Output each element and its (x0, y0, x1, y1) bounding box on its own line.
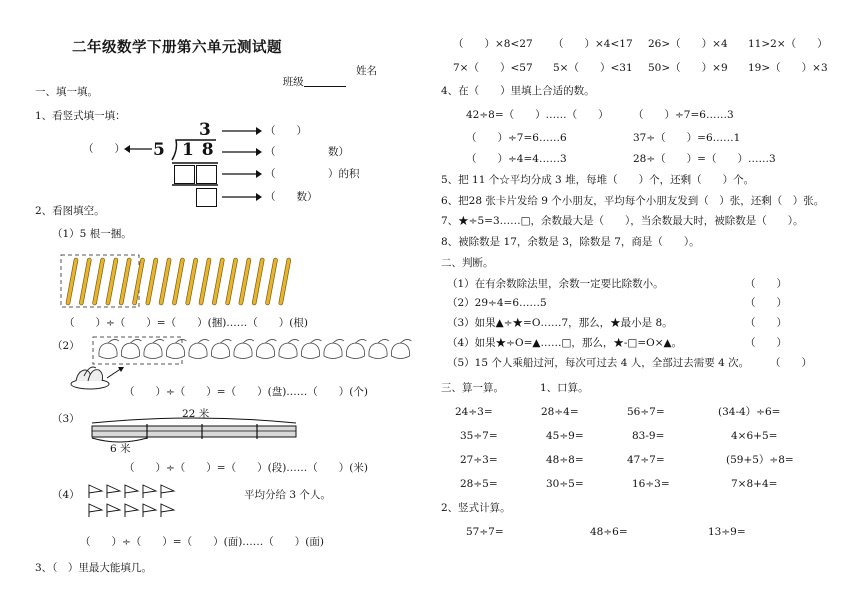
oral-r4-c2[interactable]: 30÷5= (546, 478, 584, 490)
quotient-blank[interactable]: （ ） (265, 125, 307, 137)
q4-r1-a[interactable]: 42÷8=（ ）……（ ） (466, 109, 609, 121)
judge-1-answer[interactable]: （ ） (745, 278, 787, 290)
oral-r3-c2[interactable]: 48÷8= (546, 454, 584, 466)
q4-r2-a[interactable]: （ ）÷7=6……6 (466, 132, 567, 144)
oral-r4-c4[interactable]: 7×8+4= (731, 478, 778, 490)
product-blank[interactable]: （ ）的积 (265, 168, 360, 180)
vertical-calc-heading: 2、竖式计算。 (441, 502, 511, 514)
q2-part4-label: （4） (52, 489, 80, 501)
judge-4-answer[interactable]: （ ） (745, 337, 787, 349)
judge-1: （1）在有余数除法里，余数一定要比除数小。 (447, 278, 664, 290)
oral-calc-heading: 1、口算。 (540, 382, 589, 394)
flag-icon (107, 485, 120, 498)
quotient-digit: 3 (199, 120, 211, 140)
q3-heading: 3、（ ）里最大能填几。 (35, 562, 152, 574)
flag-icon (143, 485, 156, 498)
q2-part2-label: （2） (52, 340, 80, 352)
ineq-r1-c4[interactable]: 11>2×（ ） (748, 38, 828, 50)
q8-text[interactable]: 8、被除数是 17，余数是 3，除数是 7，商是（ ）。 (441, 236, 700, 248)
q4-r1-b[interactable]: （ ）÷7=6……3 (633, 109, 734, 121)
ineq-r2-c4[interactable]: 19>（ ）×3 (748, 62, 828, 74)
ineq-r1-c3[interactable]: 26>（ ）×4 (648, 38, 728, 50)
flag-icon (107, 504, 120, 517)
q4-r2-b[interactable]: 37÷（ ）=6……1 (633, 132, 741, 144)
q2-part4-equation[interactable]: （ ）÷（ ）=（ ）(面)……（ ）(面) (80, 536, 324, 548)
q5-text[interactable]: 5、把 11 个☆平均分成 3 堆，每堆（ ）个，还剩（ ）个。 (441, 174, 755, 186)
judge-4: （4）如果★÷O=▲……□，那么，★-□=O×▲。 (447, 337, 683, 349)
ineq-r2-c2[interactable]: 5×（ ）<31 (553, 62, 633, 74)
flag-icon (125, 504, 138, 517)
ineq-r1-c2[interactable]: （ ）×4<17 (553, 38, 633, 50)
oral-r2-c4[interactable]: 4×6+5= (731, 430, 778, 442)
section2-heading: 二、判断。 (441, 257, 494, 269)
q2-heading: 2、看图填空。 (35, 205, 105, 217)
page-title: 二年级数学下册第六单元测试题 (72, 39, 282, 56)
flag-icon (143, 504, 156, 517)
oral-r3-c3[interactable]: 47÷7= (627, 454, 665, 466)
judge-5-answer[interactable]: （ ） (770, 357, 812, 369)
q2-part3-label: （3） (52, 413, 80, 425)
flag-icon (161, 504, 174, 517)
q4-heading: 4、在（ ）里填上合适的数。 (441, 85, 595, 97)
oral-r1-c4[interactable]: (34-4）÷6= (718, 406, 781, 418)
rope-total-label: 22 米 (182, 408, 210, 420)
oral-r4-c1[interactable]: 28÷5= (460, 478, 498, 490)
oral-r1-c3[interactable]: 56÷7= (627, 406, 665, 418)
ineq-r2-c3[interactable]: 50>（ ）×9 (648, 62, 728, 74)
oral-r1-c2[interactable]: 28÷4= (541, 406, 579, 418)
q2-part3-equation[interactable]: （ ）÷（ ）=（ ）(段)……（ ）(米) (124, 462, 368, 474)
oral-r2-c1[interactable]: 35÷7= (460, 430, 498, 442)
q4-r3-a[interactable]: （ ）÷4=4……3 (466, 153, 567, 165)
q2-part2-equation[interactable]: （ ）÷（ ）=（ ）(盘)……（ ）(个) (124, 386, 368, 398)
oral-r4-c3[interactable]: 16÷3= (632, 478, 670, 490)
judge-2: （2）29÷4=6……5 (447, 297, 547, 309)
flag-icon (161, 485, 174, 498)
q2-part1-equation[interactable]: （ ）÷（ ）=（ ）(捆)……（ ）(根) (64, 317, 308, 329)
flag-icon (89, 504, 102, 517)
q2-part4-text: 平均分给 3 个人。 (244, 489, 331, 501)
remainder-blank[interactable]: （ 数） (265, 191, 318, 203)
q6-text[interactable]: 6、把28 张卡片发给 9 个小朋友，平均每个小朋友发到（ ）张，还剩（ ）张。 (441, 195, 825, 207)
oral-r3-c4[interactable]: (59+5）÷8= (726, 454, 794, 466)
q2-part1-label: （1）5 根一捆。 (52, 228, 132, 240)
judge-3: （3）如果▲÷★=O……7，那么，★最小是 8。 (447, 317, 673, 329)
judge-2-answer[interactable]: （ ） (745, 297, 787, 309)
divisor-blank[interactable]: （ ） (83, 143, 125, 155)
oral-r2-c3[interactable]: 83-9= (632, 430, 665, 442)
q4-r3-b[interactable]: 28÷（ ）=（ ）……3 (633, 153, 776, 165)
judge-3-answer[interactable]: （ ） (745, 317, 787, 329)
q1-heading: 1、看竖式填一填： (35, 110, 126, 122)
flag-icon (125, 485, 138, 498)
rope-segment-label: 6 米 (110, 443, 131, 455)
ineq-r2-c1[interactable]: 7×（ ）<57 (453, 62, 533, 74)
section1-heading: 一、填一填。 (35, 86, 98, 98)
q7-text[interactable]: 7、★÷5=3……□，余数最大是（ ），当余数最大时，被除数是（ ）。 (441, 215, 804, 227)
judge-5: （5）15 个人乘船过河，每次可过去 4 人，全部过去需要 4 次。 (447, 357, 750, 369)
divisor-digit: 5 (153, 140, 165, 160)
dividend-blank[interactable]: （ 数） (265, 146, 349, 158)
vertical-3[interactable]: 13÷9= (708, 526, 746, 538)
oral-r3-c1[interactable]: 27÷3= (460, 454, 498, 466)
dividend-digits: 1 8 (182, 140, 215, 160)
flag-icon (89, 485, 102, 498)
oral-r2-c2[interactable]: 45÷9= (546, 430, 584, 442)
class-label: 班级 (282, 75, 304, 88)
vertical-1[interactable]: 57÷7= (466, 526, 504, 538)
vertical-2[interactable]: 48÷6= (590, 526, 628, 538)
section3-heading: 三、算一算。 (441, 382, 504, 394)
ineq-r1-c1[interactable]: （ ）×8<27 (453, 38, 533, 50)
name-label: 姓名 (356, 65, 377, 77)
oral-r1-c1[interactable]: 24÷3= (455, 406, 493, 418)
